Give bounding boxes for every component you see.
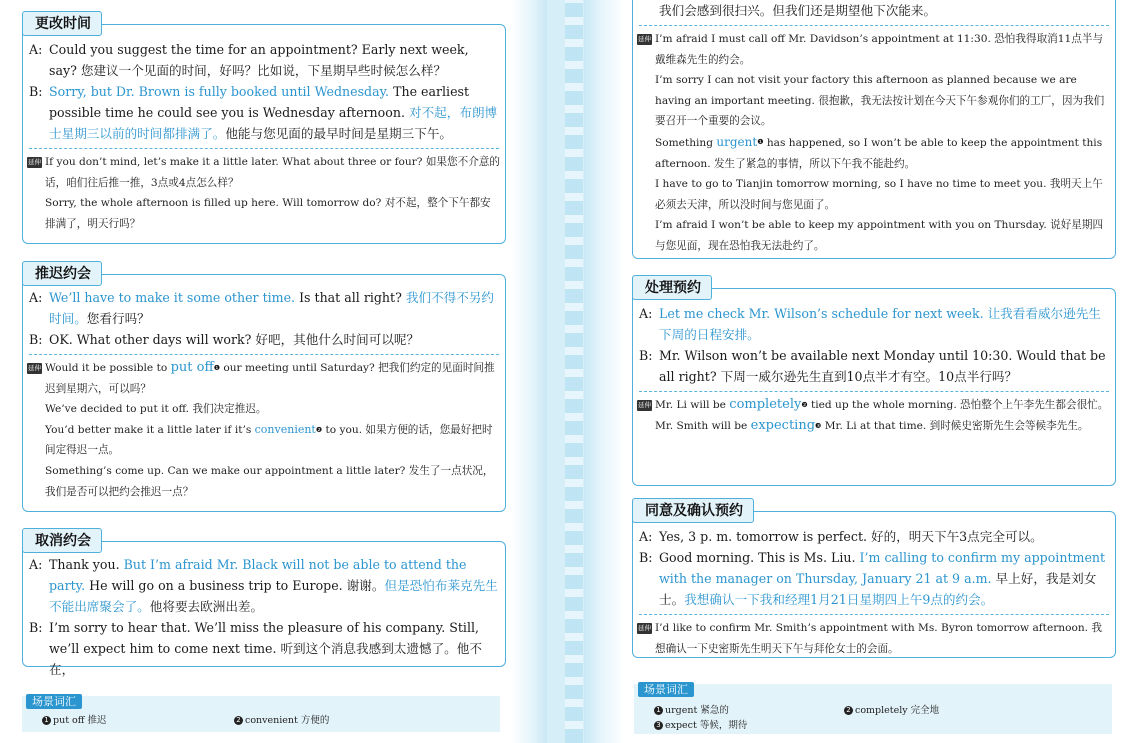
dashed-divider: [29, 148, 499, 149]
number-icon: 1: [654, 706, 663, 715]
extension-tag: 延伸: [638, 401, 651, 409]
dialog-line: [639, 526, 1109, 547]
example-sentence: Sorry, the whole afternoon is filled up here. Will tomorrow do? 对不起，整个下午都安排满了，明天行吗？: [45, 197, 491, 230]
highlighted-sentence: I’m calling to confirm my appointment with the manager on Thursday, January 21 at 9 a.m.: [659, 550, 1106, 586]
dialog-text: Yes, 3 p. m. tomorrow is perfect. 好的，明天下午3点完全可以。: [659, 529, 1043, 544]
dialog: [633, 0, 1115, 21]
dialog-text: Good morning. This is Ms. Liu.: [659, 550, 860, 565]
speaker-label: B:: [639, 550, 653, 565]
vocabulary-item: 1 put off 推迟: [42, 712, 107, 726]
example-sentence: I’m sorry I can not visit your factory this afternoon as planned because we are having an important meeting. 很抱歉，我无法按计划在今天下午参观你们的工厂，因为我们要召开一个重要的会议。: [655, 74, 1105, 128]
extended-examples: [633, 618, 1115, 659]
example-sentence: I have to go to Tianjin tomorrow morning, so I have no time to meet you. 我明天上午必须去天津，所以没时间与您见面了。: [655, 178, 1103, 211]
speaker-label: A:: [29, 290, 43, 305]
vocabulary-title: 场景词汇: [26, 694, 82, 709]
extension-tag: 延伸: [638, 35, 651, 43]
vocabulary-title: 场景词汇: [638, 682, 694, 697]
dialog-text: Could you suggest the time for an appointment? Early next week, say? 您建议一个见面的时间，好吗？比如说，下星期早些时候怎么样？: [49, 42, 469, 78]
number-icon: 2: [844, 706, 853, 715]
dialog-text: 他能与您见面的最早时间是星期三下午。: [225, 126, 452, 141]
dialog-line: [639, 0, 1109, 21]
keyword-convenient: convenient: [254, 422, 316, 436]
vocabulary-item: 2 completely 完全地: [844, 702, 939, 716]
highlighted-translation: 对不起，布朗博士星期三以前的时间都排满了。: [49, 105, 498, 141]
dashed-divider: [29, 354, 499, 355]
dialog-line: [29, 287, 499, 329]
dialog-text: Is that all right?: [295, 290, 406, 305]
speaker-label: B:: [29, 84, 43, 99]
dialog-text: He will go on a business trip to Europe. 谢谢。: [85, 578, 385, 593]
example-sentence: If you don’t mind, let’s make it a little later. What about three or four? 如果您不介意的话，咱们往后推一推，3点或4点怎么样？: [45, 156, 500, 189]
highlighted-translation: 我们不得不另约时间。: [49, 290, 495, 326]
keyword-urgent: urgent: [716, 134, 758, 149]
extension-tag: 延伸: [638, 624, 651, 632]
extension-tag: 延伸: [28, 158, 41, 166]
highlighted-sentence: But I’m afraid Mr. Black will not be able to attend the party.: [49, 557, 467, 593]
dialog-text: 我们会感到很扫兴。但我们还是期望他下次能来。: [659, 3, 937, 18]
example-sentence: Mr. Smith will be expecting$^❸$ Mr. Li at that time. 到时候史密斯先生会等候李先生。: [655, 417, 1089, 433]
highlighted-sentence: Sorry, but Dr. Brown is fully booked until Wednesday.: [49, 84, 390, 99]
page-fold-left: [511, 0, 547, 743]
dialog-text: The earliest possible time he could see you is Wednesday afternoon.: [49, 84, 470, 120]
speaker-label: A:: [29, 42, 43, 57]
example-sentence: Something’s come up. Can we make our appointment a little later? 发生了一点状况，我们是否可以把约会推迟一点？: [45, 464, 494, 498]
section-cancel-continued: [632, 0, 1116, 259]
section-title: 取消约会: [22, 528, 102, 553]
section-title: 同意及确认预约: [632, 498, 754, 523]
dialog: [23, 542, 505, 680]
keyword-put-off: put off: [170, 360, 214, 375]
number-icon: 2: [234, 716, 243, 725]
section-title: 更改时间: [22, 11, 102, 36]
dialog-line: [639, 345, 1109, 387]
section-cancel: [22, 533, 506, 677]
extension-tag: 延伸: [28, 364, 41, 372]
highlighted-sentence: We’ll have to make it some other time.: [49, 290, 296, 305]
dialog-line: [29, 81, 499, 144]
dialog-text: 您看行吗？: [86, 311, 150, 326]
dialog-text: Thank you.: [49, 557, 124, 572]
dashed-divider: [639, 391, 1109, 392]
example-sentence: We’ve decided to put it off. 我们决定推迟。: [45, 403, 267, 416]
keyword-expecting: expecting: [750, 417, 816, 433]
spine-stripes: [565, 0, 583, 743]
number-icon: 1: [42, 716, 51, 725]
speaker-label: B:: [29, 332, 43, 347]
vocabulary-item: 1 urgent 紧急的: [654, 702, 729, 716]
page-fold-right: [584, 0, 624, 743]
dialog-text: Mr. Wilson won’t be available next Monday until 10:30. Would that be all right? 下周一威尔逊先生直到10点半才有空。10点半行吗？: [659, 348, 1106, 384]
dashed-divider: [639, 614, 1109, 615]
dialog: [23, 275, 505, 350]
right-page: [624, 0, 1128, 743]
dialog-line: [639, 303, 1109, 345]
section-handle-appointment: [632, 280, 1116, 486]
dialog: [633, 289, 1115, 387]
speaker-label: B:: [29, 620, 43, 635]
dialog: [633, 512, 1115, 610]
example-sentence: You’d better make it a little later if it’s convenient$^❷$ to you. 如果方便的话，您最好把时间定得迟一点。: [45, 422, 493, 457]
section-title: 处理预约: [632, 275, 712, 300]
section-postpone: [22, 266, 506, 512]
dialog-text: OK. What other days will work? 好吧，其他什么时间可以呢？: [49, 332, 420, 347]
speaker-label: A:: [639, 306, 653, 321]
speaker-label: B:: [639, 348, 653, 363]
example-sentence: Would it be possible to put off$^❶$ our meeting until Saturday? 把我们约定的见面时间推迟到星期六，可以吗？: [45, 360, 495, 395]
vocabulary-box: [22, 696, 500, 732]
dialog-text: 早上好，我是刘女士。: [659, 571, 1097, 607]
book-spine: [511, 0, 624, 743]
vocabulary-item: 3 expect 等候，期待: [654, 717, 747, 731]
dialog-line: [639, 547, 1109, 610]
vocabulary-box: [634, 684, 1112, 734]
highlighted-translation: 我想确认一下我和经理1月21日星期四上午9点的约会。: [684, 592, 994, 607]
speaker-label: A:: [29, 557, 43, 572]
dialog-line: [29, 554, 499, 617]
dialog: [23, 25, 505, 144]
example-sentence: Something urgent$^❶$ has happened, so I won’t be able to keep the appointment this afternoon. 发生了紧急的事情，所以下午我不能赴约。: [655, 134, 1103, 170]
left-page: [0, 0, 511, 743]
vocabulary-item: 2 convenient 方便的: [234, 712, 329, 726]
number-icon: 3: [654, 721, 663, 730]
section-title: 推迟约会: [22, 261, 102, 286]
extended-examples: [23, 152, 505, 234]
speaker-label: A:: [639, 529, 653, 544]
highlighted-translation: 但是恐怕布莱克先生不能出席聚会了。: [49, 578, 498, 614]
dialog-text: 他将要去欧洲出差。: [149, 599, 264, 614]
highlighted-sentence: Let me check Mr. Wilson’s schedule for next week. 让我看看威尔逊先生下周的日程安排。: [659, 306, 1101, 342]
extended-examples: [633, 395, 1115, 436]
extended-examples: [23, 358, 505, 502]
section-confirm-appointment: [632, 503, 1116, 658]
example-sentence: Mr. Li will be completely$^❷$ tied up the whole morning. 恐怕整个上午李先生都会很忙。: [655, 397, 1109, 412]
dashed-divider: [639, 25, 1109, 26]
section-change-time: [22, 16, 506, 244]
example-sentence: I’m afraid I won’t be able to keep my appointment with you on Thursday. 说好星期四与您见面，现在恐怕我无法赴约了。: [655, 219, 1104, 252]
example-sentence: I’d like to confirm Mr. Smith’s appointment with Ms. Byron tomorrow afternoon. 我想确认一下史密斯先生明天下午与拜伦女士的会面。: [655, 622, 1103, 655]
keyword-completely: completely: [729, 397, 802, 412]
dialog-line: [29, 617, 499, 680]
example-sentence: I’m afraid I must call off Mr. Davidson’s appointment at 11:30. 恐怕我得取消11点半与戴维森先生的约会。: [655, 33, 1104, 66]
dialog-line: [29, 329, 499, 350]
extended-examples: [633, 29, 1115, 257]
dialog-line: [29, 39, 499, 81]
dialog-text: I’m sorry to hear that. We’ll miss the pleasure of his company. Still, we’ll expect him to come next time. 听到这个消息我感到太遗憾了。他不在，: [49, 620, 482, 677]
